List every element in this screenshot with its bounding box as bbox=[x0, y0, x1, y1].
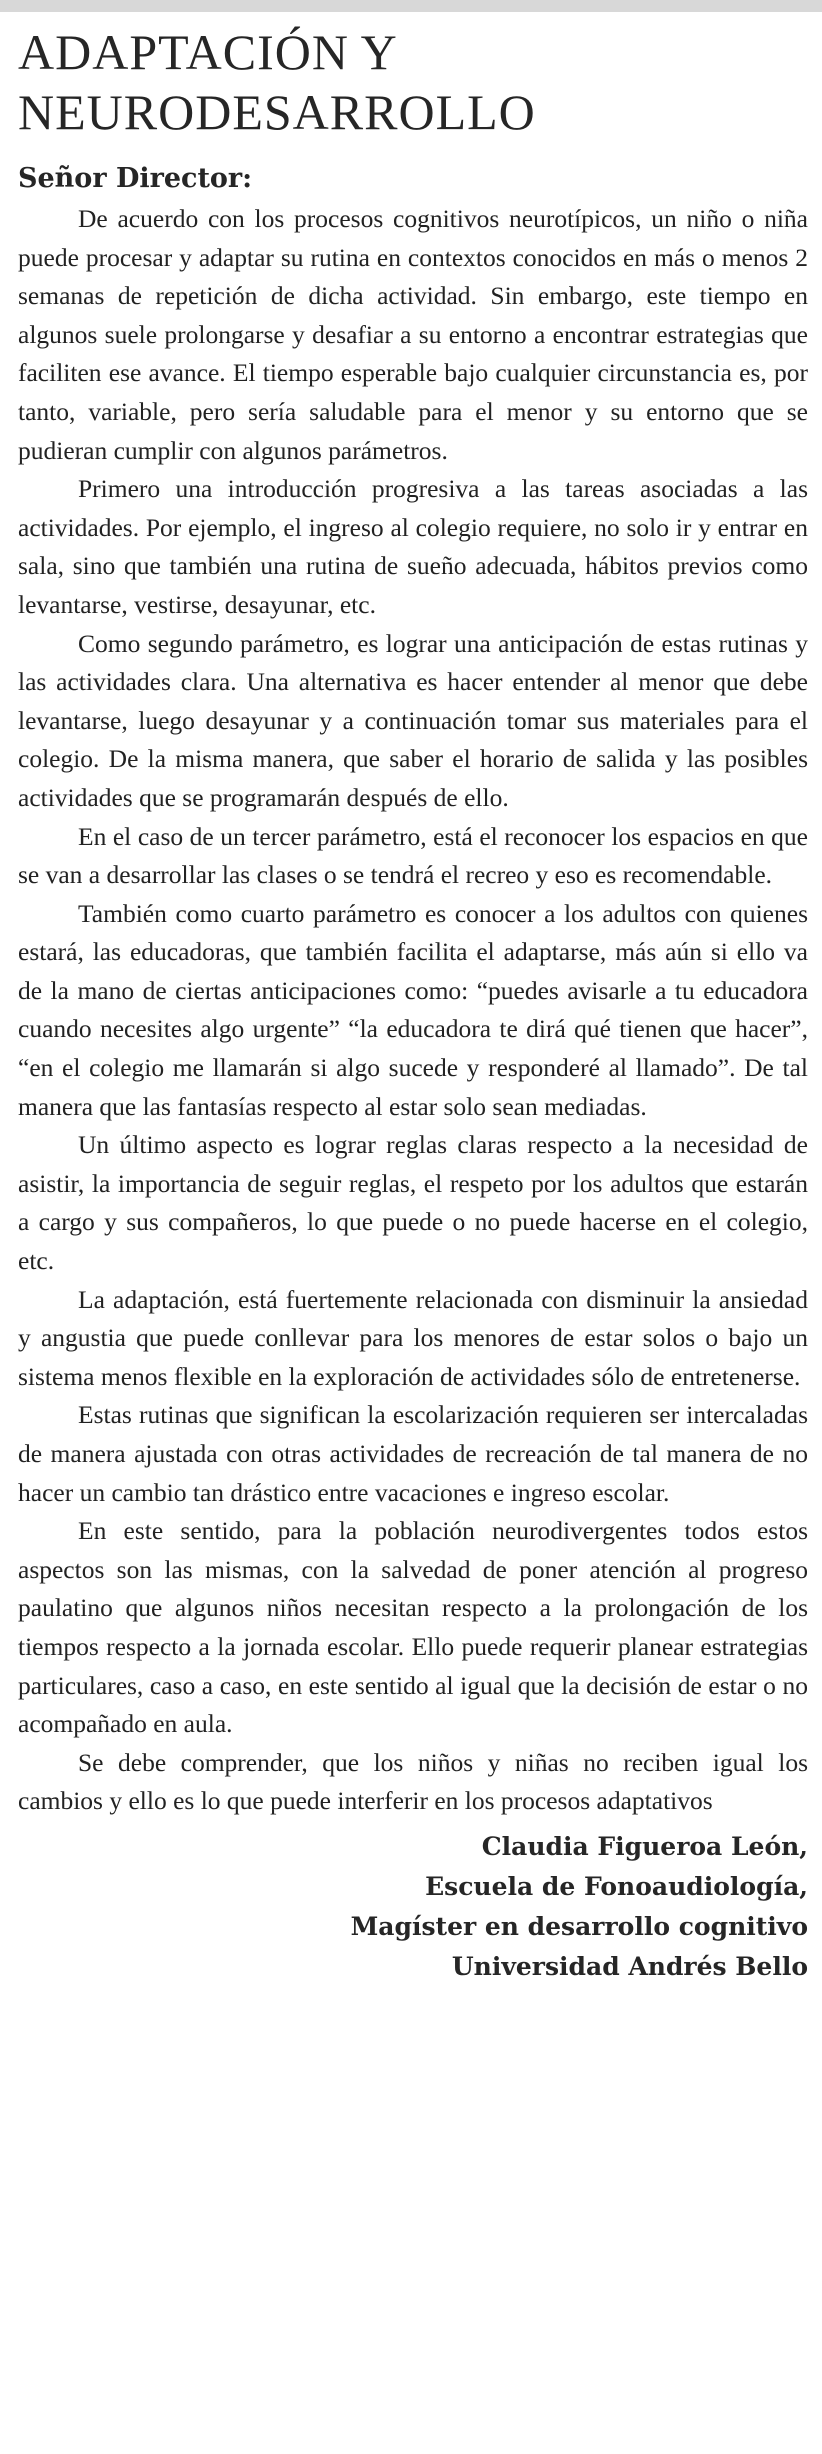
author-degree: Magíster en desarrollo cognitivo bbox=[350, 1911, 808, 1941]
author-school: Escuela de Fonoaudiología, bbox=[425, 1871, 808, 1901]
paragraph: Un último aspecto es lograr reglas claras respecto a la necesidad de asistir, la importancia de seguir reglas, el respeto por los adultos que estarán a cargo y sus compañeros, lo que puede o no puede hacerse en el colegio, etc. bbox=[18, 1130, 808, 1276]
author-university: Universidad Andrés Bello bbox=[451, 1951, 808, 1981]
paragraph: Primero una introducción progresiva a las tareas asociadas a las actividades. Por ejemplo, el ingreso al colegio requiere, no solo ir y entrar en sala, sino que también una rutina de sueño adecuada, hábitos previos como levantarse, vestirse, desayunar, etc. bbox=[18, 474, 808, 619]
salutation: Señor Director: bbox=[18, 163, 253, 194]
paragraph: También como cuarto parámetro es conocer a los adultos con quienes estará, las educadoras, que también facilita el adaptarse, más aún si ello va de la mano de ciertas anticipaciones como: “puedes avisarle a tu educadora cuando necesites algo urgente” “la educadora te dirá qué tienen que hacer”, “en el colegio me llamarán si algo sucede y responderé al llamado”. De tal manera que las fantasías respecto al estar solo sean mediadas. bbox=[18, 898, 808, 1121]
top-rule bbox=[0, 0, 822, 12]
headline: ADAPTACIÓN Y NEURODESARROLLO bbox=[18, 24, 536, 140]
paragraph: Como segundo parámetro, es lograr una anticipación de estas rutinas y las actividades clara. Una alternativa es hacer entender al menor que debe levantarse, luego desayunar y a continuación tomar sus materiales para el colegio. De la misma manera, que saber el horario de salida y las posibles actividades que se programarán después de ello. bbox=[18, 628, 808, 812]
paragraph: Estas rutinas que significan la escolarización requieren ser intercaladas de manera ajustada con otras actividades de recreación de tal manera de no hacer un cambio tan drástico entre vacaciones e ingreso escolar. bbox=[18, 1400, 808, 1507]
paragraph: En este sentido, para la población neurodivergentes todos estos aspectos son las mismas, con la salvedad de poner atención al progreso paulatino que algunos niños necesitan respecto a la prolongación de los tiempos respecto a la jornada escolar. Ello puede requerir planear estrategias particulares, caso a caso, en este sentido al igual que la decisión de estar o no acompañado en aula. bbox=[18, 1516, 808, 1739]
signature-block bbox=[18, 1827, 808, 1987]
paragraph: Se debe comprender, que los niños y niñas no reciben igual los cambios y ello es lo que puede interferir en los procesos adaptativos bbox=[18, 1747, 808, 1816]
paragraph: En el caso de un tercer parámetro, está el reconocer los espacios en que se van a desarrollar las clases o se tendrá el recreo y eso es recomendable. bbox=[18, 821, 808, 890]
letter-body bbox=[18, 200, 808, 1821]
letter-article bbox=[18, 22, 808, 1987]
author-name: Claudia Figueroa León, bbox=[481, 1831, 808, 1861]
paragraph: La adaptación, está fuertemente relacionada con disminuir la ansiedad y angustia que puede conllevar para los menores de estar solos o bajo un sistema menos flexible en la exploración de actividades sólo de entretenerse. bbox=[18, 1284, 808, 1391]
paragraph: De acuerdo con los procesos cognitivos neurotípicos, un niño o niña puede procesar y adaptar su rutina en contextos conocidos en más o menos 2 semanas de repetición de dicha actividad. Sin embargo, este tiempo en algunos suele prolongarse y desafiar a su entorno a encontrar estrategias que faciliten ese avance. El tiempo esperable bajo cualquier circunstancia es, por tanto, variable, pero sería saludable para el menor y su entorno que se pudieran cumplir con algunos parámetros. bbox=[18, 204, 808, 465]
